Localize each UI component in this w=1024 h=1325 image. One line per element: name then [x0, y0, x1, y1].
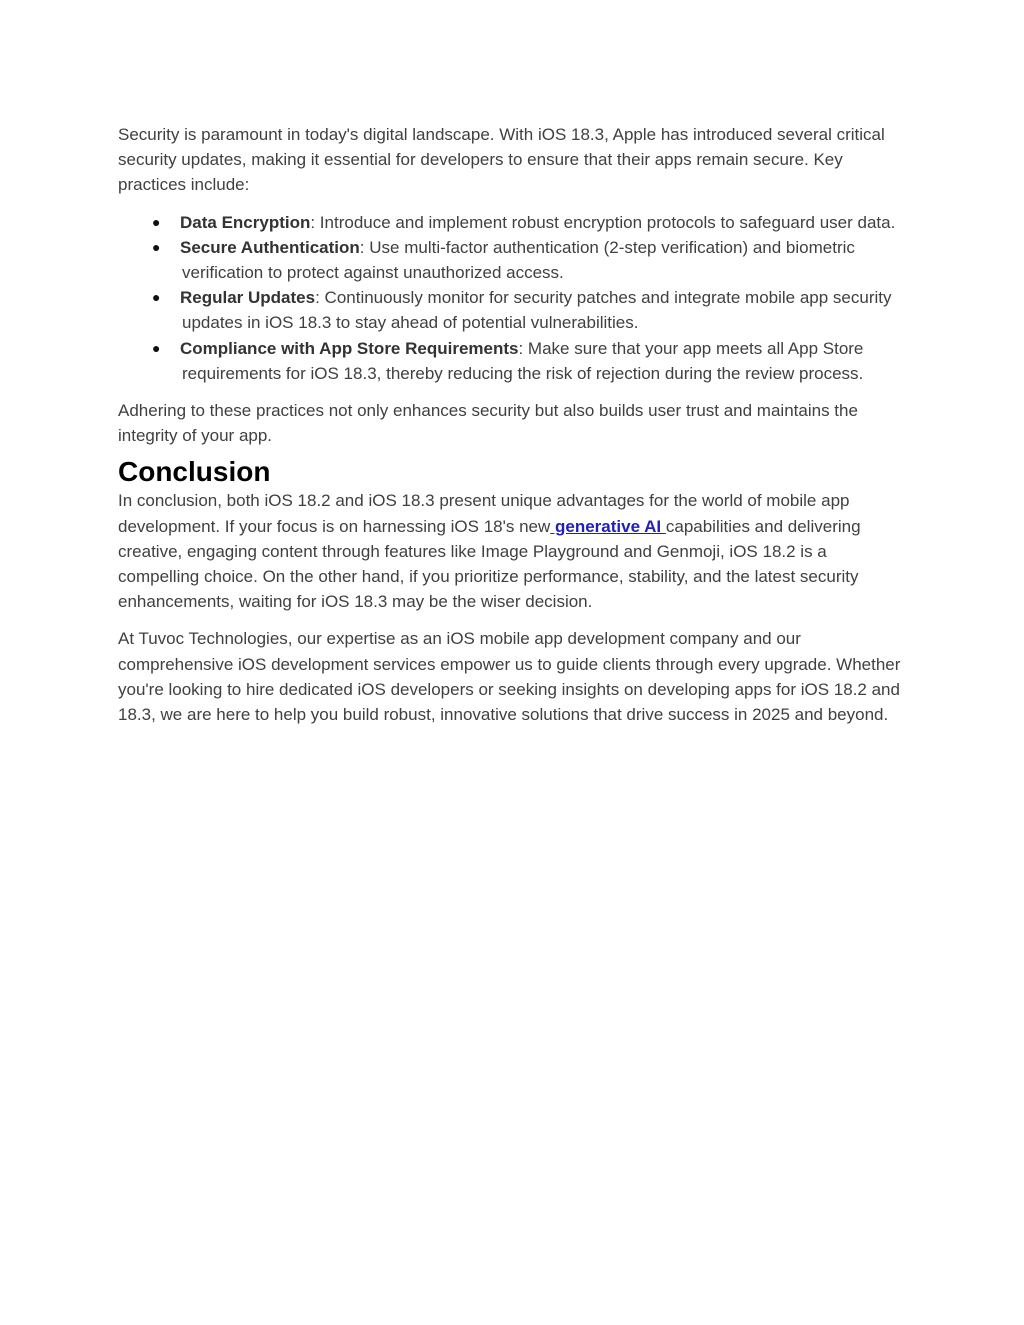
security-practices-list: [118, 210, 908, 386]
practice-text: : Make sure that your app meets all App Store requirements for iOS 18.3, thereby reducing the risk of rejection during the review process.: [182, 338, 864, 383]
practice-text: : Continuously monitor for security patches and integrate mobile app security updates in iOS 18.3 to stay ahead of potential vulnerabilities.: [182, 288, 892, 333]
bullet-icon: ●: [152, 289, 161, 306]
company-paragraph: At Tuvoc Technologies, our expertise as an iOS mobile app development company and our comprehensive iOS development services empower us to guide clients through every upgrade. Whether you're looking to hire dedicated iOS developers or seeking insights on developing apps for iOS 18.2 and 18.3, we are here to help you build robust, innovative solutions that drive success in 2025 and beyond.: [118, 629, 901, 725]
conclusion-text-before-link: In conclusion, both iOS 18.2 and iOS 18.3 present unique advantages for the world of mobile app development. If your focus is on harnessing iOS 18's new: [118, 491, 850, 536]
conclusion-text-after-link: capabilities and delivering creative, engaging content through features like Image Playground and Genmoji, iOS 18.2 is a compelling choice. On the other hand, if you prioritize performance, stability, and the latest security enhancements, waiting for iOS 18.3 may be the wiser decision.: [118, 516, 861, 612]
summary-paragraph: Adhering to these practices not only enhances security but also builds user trust and maintains the integrity of your app.: [118, 401, 858, 446]
practice-text: : Introduce and implement robust encryption protocols to safeguard user data.: [310, 212, 896, 232]
generative-ai-link[interactable]: generative AI: [550, 516, 666, 536]
list-item: [118, 285, 908, 335]
practice-term: Secure Authentication: [180, 237, 360, 257]
list-item: [118, 336, 908, 386]
document-page: [118, 122, 908, 727]
practice-term: Compliance with App Store Requirements: [180, 338, 519, 358]
practice-term: Regular Updates: [180, 288, 316, 308]
conclusion-paragraph: [118, 488, 908, 614]
bullet-icon: ●: [152, 238, 161, 255]
bullet-icon: ●: [152, 213, 161, 230]
bullet-icon: ●: [152, 339, 161, 356]
list-item: [118, 235, 908, 285]
practice-text: : Use multi-factor authentication (2-step verification) and biometric verification to protect against unauthorized access.: [182, 237, 855, 283]
conclusion-heading: Conclusion: [118, 456, 271, 488]
practice-term: Data Encryption: [180, 212, 311, 232]
list-item: [118, 210, 908, 235]
intro-paragraph: Security is paramount in today's digital landscape. With iOS 18.3, Apple has introduced several critical security updates, making it essential for developers to ensure that their apps remain secure. Key practices include:: [118, 125, 885, 195]
